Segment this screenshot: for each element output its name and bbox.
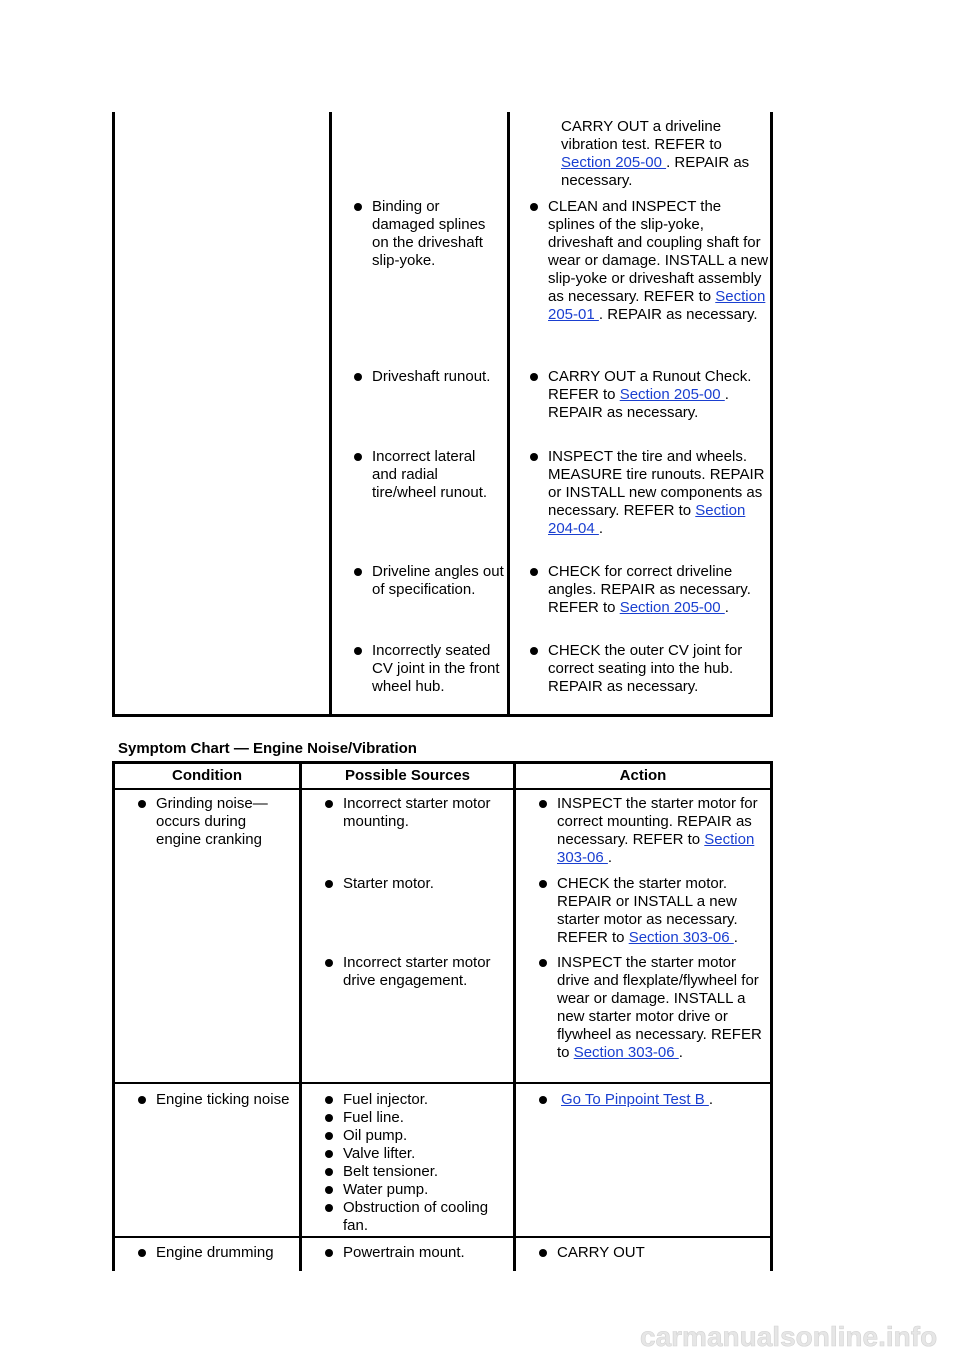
possible-source: Incorrect lateral and radial tire/wheel runout. — [354, 448, 504, 502]
action-text: INSPECT the tire and wheels. MEASURE tire runouts. REPAIR or INSTALL new components as necessary. REFER to Section 204-04 . — [530, 448, 770, 538]
list-item: Fuel injector. — [325, 1091, 515, 1109]
possible-source: Incorrectly seated CV joint in the front wheel hub. — [354, 642, 504, 696]
possible-source: Driveline angles out of specification. — [354, 563, 504, 599]
bullet-icon — [325, 880, 333, 888]
section-link[interactable]: Section 205-01 — [548, 288, 766, 323]
possible-source: Binding or damaged splines on the driveshaft slip-yoke. — [354, 198, 504, 270]
action-text: CHECK for correct driveline angles. REPAIR as necessary. REFER to Section 205-00 . — [530, 563, 770, 617]
section-link[interactable]: Section 205-00 — [561, 154, 667, 171]
watermark-logo — [640, 1320, 940, 1354]
possible-source: Incorrect starter motor mounting. — [325, 795, 513, 831]
possible-source-list — [325, 1091, 515, 1235]
list-item: Obstruction of cooling fan. — [325, 1199, 515, 1235]
section-link[interactable]: Section 205-00 — [619, 386, 725, 403]
possible-source: Incorrect starter motor drive engagement. — [325, 954, 513, 990]
bullet-icon — [325, 800, 333, 808]
table-border-right — [770, 761, 773, 1271]
bullet-icon — [138, 1096, 146, 1104]
bullet-icon — [354, 453, 362, 461]
condition-cell: Engine drumming — [138, 1244, 303, 1262]
bullet-icon — [530, 203, 538, 211]
bullet-icon — [530, 373, 538, 381]
table-divider — [329, 112, 332, 717]
bullet-icon — [138, 800, 146, 808]
bullet-icon — [530, 568, 538, 576]
pinpoint-test-link[interactable]: Go To Pinpoint Test B — [561, 1091, 709, 1108]
section-link[interactable]: Section 303-06 — [628, 929, 734, 946]
header-rule — [112, 788, 773, 790]
action-text: CLEAN and INSPECT the splines of the slip-yoke, driveshaft and coupling shaft for wear or damage. INSTALL a new slip-yoke or driveshaft assembly as necessary. REFER to Section 205-01 . REPAIR as necessary. — [530, 198, 770, 324]
condition-cell: Grinding noise—occurs during engine cranking — [138, 795, 293, 849]
action-text: CARRY OUT a Runout Check. REFER to Section 205-00 . REPAIR as necessary. — [530, 368, 770, 422]
table-divider — [507, 112, 510, 717]
bullet-icon — [325, 959, 333, 967]
bullet-icon — [354, 203, 362, 211]
list-item: Valve lifter. — [325, 1145, 515, 1163]
section-title: Symptom Chart — Engine Noise/Vibration — [118, 740, 417, 757]
bullet-icon — [325, 1114, 333, 1122]
engine-noise-symptom-table — [112, 761, 773, 1271]
bullet-icon — [354, 568, 362, 576]
condition-cell: Engine ticking noise — [138, 1091, 293, 1109]
header-possible-sources: Possible Sources — [344, 767, 471, 784]
section-link[interactable]: Section 303-06 — [557, 831, 755, 866]
bullet-icon — [325, 1186, 333, 1194]
header-action: Action — [619, 767, 667, 784]
list-item: Water pump. — [325, 1181, 515, 1199]
action-text: CHECK the starter motor. REPAIR or INSTALL a new starter motor as necessary. REFER to Section 303-06 . — [539, 875, 769, 947]
bullet-icon — [138, 1249, 146, 1257]
svg-text:carmanualsonline.info: carmanualsonline.info — [640, 1321, 938, 1352]
action-text: Go To Pinpoint Test B . — [539, 1091, 769, 1109]
bullet-icon — [354, 647, 362, 655]
continued-action-text: CARRY OUT a driveline vibration test. REFER to Section 205-00 . REPAIR as necessary. — [561, 118, 750, 189]
list-item: Fuel line. — [325, 1109, 515, 1127]
bullet-icon — [325, 1132, 333, 1140]
continued-symptom-table — [112, 112, 773, 717]
row-rule — [112, 1236, 773, 1238]
possible-source: Driveshaft runout. — [354, 368, 504, 386]
list-item: Oil pump. — [325, 1127, 515, 1145]
bullet-icon — [325, 1204, 333, 1212]
bullet-icon — [325, 1249, 333, 1257]
header-condition: Condition — [172, 767, 242, 784]
bullet-icon — [539, 1249, 547, 1257]
table-border-bottom — [112, 714, 773, 717]
bullet-icon — [325, 1168, 333, 1176]
bullet-icon — [325, 1096, 333, 1104]
bullet-icon — [530, 453, 538, 461]
bullet-icon — [539, 800, 547, 808]
bullet-icon — [539, 1096, 547, 1104]
table-border-left — [112, 112, 115, 717]
possible-source: Starter motor. — [325, 875, 513, 893]
possible-source: Powertrain mount. — [325, 1244, 513, 1262]
section-link[interactable]: Section 204-04 — [548, 502, 746, 537]
bullet-icon — [530, 647, 538, 655]
action-text: CHECK the outer CV joint for correct seating into the hub. REPAIR as necessary. — [530, 642, 770, 696]
table-divider — [299, 761, 302, 1271]
action-text: CARRY OUT — [539, 1244, 769, 1262]
bullet-icon — [539, 880, 547, 888]
action-text: INSPECT the starter motor drive and flexplate/flywheel for wear or damage. INSTALL a new starter motor drive or flywheel as necessary. REFER to Section 303-06 . — [539, 954, 769, 1062]
action-text: INSPECT the starter motor for correct mounting. REPAIR as necessary. REFER to Section 303-06 . — [539, 795, 769, 867]
section-link[interactable]: Section 303-06 — [573, 1044, 679, 1061]
section-link[interactable]: Section 205-00 — [619, 599, 725, 616]
bullet-icon — [354, 373, 362, 381]
table-border-left — [112, 761, 115, 1271]
bullet-icon — [539, 959, 547, 967]
list-item: Belt tensioner. — [325, 1163, 515, 1181]
table-border-top — [112, 761, 773, 764]
row-rule — [112, 1082, 773, 1084]
table-border-right — [770, 112, 773, 717]
bullet-icon — [325, 1150, 333, 1158]
